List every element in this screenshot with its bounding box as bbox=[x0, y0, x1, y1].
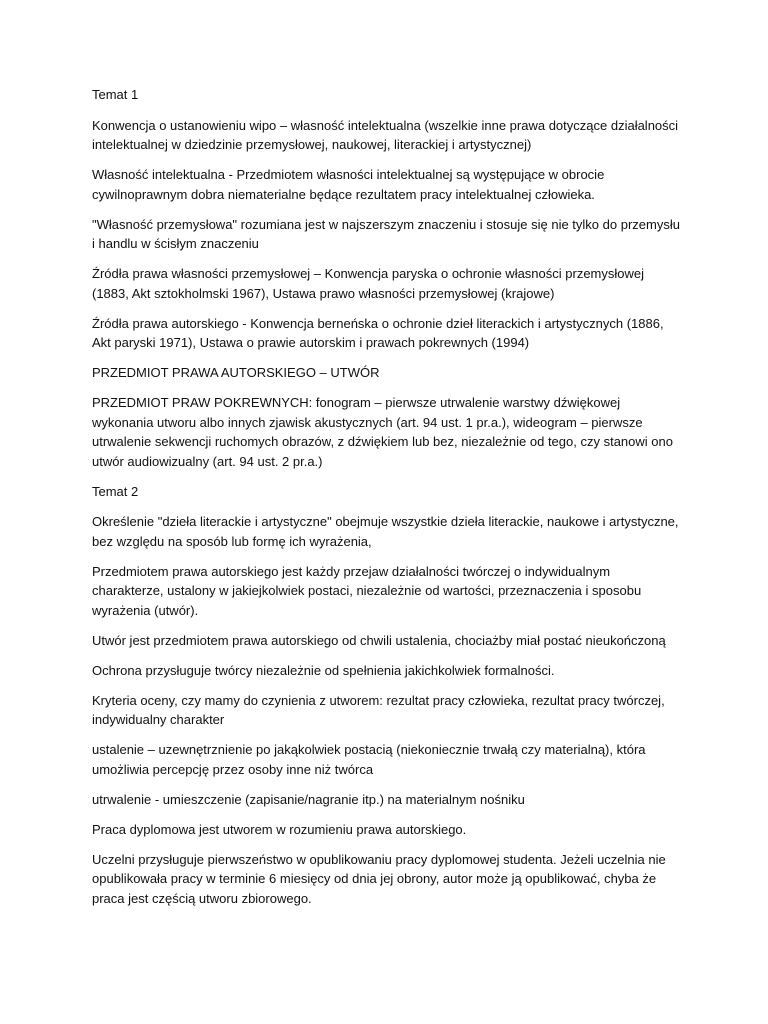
document-body bbox=[92, 85, 682, 919]
paragraph-copyright-subject: PRZEDMIOT PRAWA AUTORSKIEGO – UTWÓR bbox=[92, 365, 380, 380]
paragraph-university-publication-priority: Uczelni przysługuje pierwszeństwo w opublikowaniu pracy dyplomowej studenta. Jeżeli uczelnia nie opublikowała pracy w terminie 6 miesięcy od dnia jej obrony, autor może ją opublikować, chyba że praca jest częścią utworu zbiorowego. bbox=[92, 851, 666, 906]
section-heading-temat-2: Temat 2 bbox=[92, 483, 139, 499]
section-heading-temat-1: Temat 1 bbox=[92, 87, 139, 102]
paragraph-recording-definition: utrwalenie - umieszczenie (zapisanie/nagranie itp.) na materialnym nośniku bbox=[92, 791, 525, 807]
paragraph-intellectual-property: Własność intelektualna - Przedmiotem własności intelektualnej są występujące w obrocie cywilnoprawnym dobra niematerialne będące rezultatem pracy intelektualnej człowieka. bbox=[92, 167, 605, 202]
paragraph-wipo-convention: Konwencja o ustanowieniu wipo – własność intelektualna (wszelkie inne prawa dotyczące działalności intelektualnej w dziedzinie przemysłowej, naukowej, literackiej i artystycznej) bbox=[92, 117, 679, 152]
paragraph-protection-formalities: Ochrona przysługuje twórcy niezależnie od spełnienia jakichkolwiek formalności. bbox=[92, 662, 555, 678]
paragraph-copyright-object: Przedmiotem prawa autorskiego jest każdy przejaw działalności twórczej o indywidualnym charakterze, ustalony w jakiejkolwiek postaci, niezależnie od wartości, przeznaczenia i sposobu wyrażenia (utwór). bbox=[92, 563, 642, 618]
paragraph-work-criteria: Kryteria oceny, czy mamy do czynienia z utworem: rezultat pracy człowieka, rezultat pracy twórczej, indywidualny charakter bbox=[92, 692, 665, 727]
paragraph-thesis-as-work: Praca dyplomowa jest utworem w rozumieniu prawa autorskiego. bbox=[92, 821, 467, 837]
paragraph-fixation-definition: ustalenie – uzewnętrznienie po jakąkolwiek postacią (niekoniecznie trwałą czy materialną), która umożliwia percepcję przez osoby inne niż twórca bbox=[92, 742, 646, 777]
paragraph-copyright-sources: Źródła prawa autorskiego - Konwencja berneńska o ochronie dzieł literackich i artystycznych (1886, Akt paryski 1971), Ustawa o prawie autorskim i prawach pokrewnych (1994) bbox=[92, 315, 664, 350]
paragraph-literary-works-definition: Określenie "dzieła literackie i artystyczne" obejmuje wszystkie dzieła literackie, naukowe i artystyczne, bez względu na sposób lub formę ich wyrażenia, bbox=[92, 514, 679, 549]
paragraph-related-rights-subject: PRZEDMIOT PRAW POKREWNYCH: fonogram – pierwsze utrwalenie warstwy dźwiękowej wykonania utworu albo innych zjawisk akustycznych (art. 94 ust. 1 pr.a.), wideogram – pierwsze utrwalenie sekwencji ruchomych obrazów, z dźwiękiem lub bez, niezależnie od tego, czy stanowi ono utwór audiowizualny (art. 94 ust. 2 pr.a.) bbox=[92, 395, 673, 469]
paragraph-industrial-property-sources: Źródła prawa własności przemysłowej – Konwencja paryska o ochronie własności przemysłowej (1883, Akt sztokholmski 1967), Ustawa prawo własności przemysłowej (krajowe) bbox=[92, 266, 645, 301]
paragraph-work-protection-moment: Utwór jest przedmiotem prawa autorskiego od chwili ustalenia, chociażby miał postać nieukończoną bbox=[92, 632, 666, 648]
paragraph-industrial-property: "Własność przemysłowa" rozumiana jest w najszerszym znaczeniu i stosuje się nie tylko do przemysłu i handlu w ścisłym znaczeniu bbox=[92, 216, 680, 251]
